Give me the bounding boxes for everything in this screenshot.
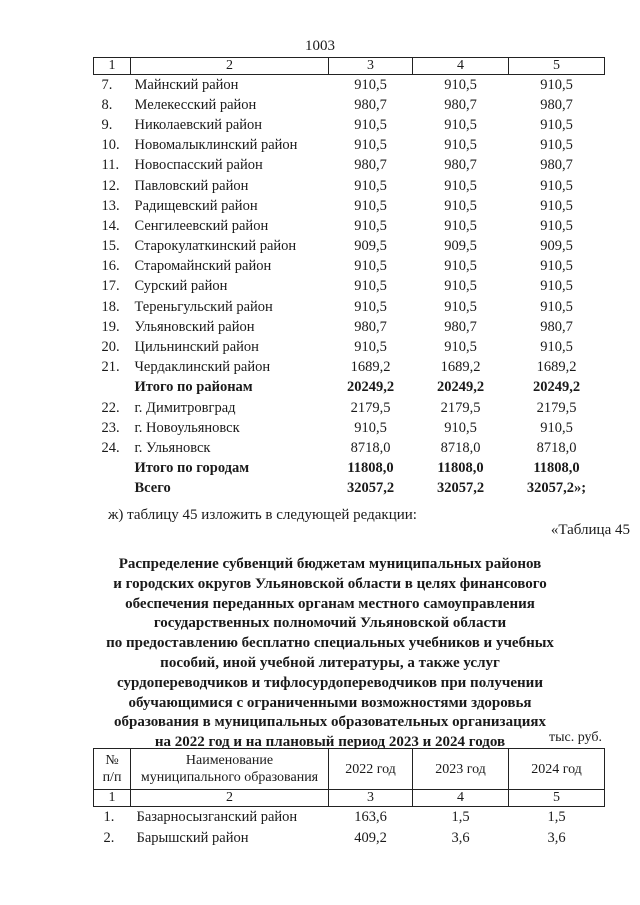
value-2022: 910,5 bbox=[354, 177, 387, 194]
table-row bbox=[94, 828, 605, 849]
value-2024: 910,5 bbox=[540, 116, 573, 133]
header-cell: 1 bbox=[94, 58, 131, 75]
header-2022: 2022 год bbox=[329, 749, 413, 790]
subvention-table-45 bbox=[93, 748, 605, 849]
municipality-name: Майнский район bbox=[134, 76, 239, 93]
municipality-name: Всего bbox=[134, 480, 171, 497]
value-2022: 980,7 bbox=[354, 96, 387, 113]
value-2022: 8718,0 bbox=[350, 439, 391, 456]
table-row bbox=[94, 297, 605, 317]
value-2024: 910,5 bbox=[540, 137, 573, 154]
row-number bbox=[94, 479, 131, 499]
municipality-name: Мелекесский район bbox=[134, 96, 257, 113]
value-2023: 8718,0 bbox=[440, 439, 481, 456]
column-index-row bbox=[94, 790, 605, 807]
table-row bbox=[94, 418, 605, 438]
value-2024: 3,6 bbox=[547, 830, 566, 846]
value-2023: 1689,2 bbox=[440, 359, 481, 376]
value-2023: 1,5 bbox=[451, 809, 470, 825]
index-cell: 2 bbox=[131, 790, 329, 807]
municipality-name: Сурский район bbox=[134, 278, 228, 295]
table-row bbox=[94, 176, 605, 196]
table-row bbox=[94, 317, 605, 337]
value-2022: 910,5 bbox=[354, 258, 387, 275]
municipality-name: Сенгилеевский район bbox=[134, 217, 269, 234]
row-number: 7. bbox=[101, 76, 113, 93]
municipality-name: Павловский район bbox=[134, 177, 249, 194]
table-row bbox=[94, 438, 605, 458]
index-cell: 5 bbox=[509, 790, 605, 807]
value-2023: 3,6 bbox=[451, 830, 470, 846]
value-2024: 909,5 bbox=[540, 238, 573, 255]
municipality-name: Старомайнский район bbox=[134, 258, 272, 275]
value-2024: 11808,0 bbox=[533, 460, 580, 477]
table-header-row bbox=[94, 58, 605, 75]
total-row bbox=[94, 459, 605, 479]
municipality-name: Итого по городам bbox=[134, 460, 250, 477]
value-2024: 910,5 bbox=[540, 76, 573, 93]
row-number: 9. bbox=[101, 116, 113, 133]
value-2022: 910,5 bbox=[354, 76, 387, 93]
value-2022: 2179,5 bbox=[350, 399, 391, 416]
value-2024: 1,5 bbox=[547, 809, 566, 825]
value-2023: 909,5 bbox=[444, 238, 477, 255]
table-row bbox=[94, 196, 605, 216]
value-2022: 910,5 bbox=[354, 278, 387, 295]
table-row bbox=[94, 257, 605, 277]
value-2022: 910,5 bbox=[354, 339, 387, 356]
amendment-directive: ж) таблицу 45 изложить в следующей редакции: bbox=[108, 507, 417, 523]
value-2024: 910,5 bbox=[540, 197, 573, 214]
municipality-name: Итого по районам bbox=[134, 379, 253, 396]
value-2023: 910,5 bbox=[444, 258, 477, 275]
value-2024: 20249,2 bbox=[532, 379, 581, 396]
table-row bbox=[94, 358, 605, 378]
row-number: 10. bbox=[101, 137, 120, 154]
value-2023: 910,5 bbox=[444, 177, 477, 194]
table-row bbox=[94, 277, 605, 297]
value-2023: 910,5 bbox=[444, 339, 477, 356]
municipality-name: Базарносызганский район bbox=[136, 809, 298, 825]
table-header-row bbox=[94, 749, 605, 790]
value-2024: 980,7 bbox=[540, 96, 573, 113]
municipality-name: Ульяновский район bbox=[134, 318, 255, 335]
value-2022: 910,5 bbox=[354, 419, 387, 436]
row-number: 17. bbox=[101, 278, 120, 295]
municipality-name: Новоспасский район bbox=[134, 157, 263, 174]
header-cell: 4 bbox=[413, 58, 509, 75]
table-row bbox=[94, 115, 605, 135]
value-2023: 910,5 bbox=[444, 278, 477, 295]
value-2023: 910,5 bbox=[444, 137, 477, 154]
title-line: сурдопереводчиков и тифлосурдопереводчиков при получении bbox=[117, 674, 543, 691]
municipality-name: Старокулаткинский район bbox=[134, 238, 297, 255]
units-label: тыс. руб. bbox=[549, 730, 602, 745]
row-number: 19. bbox=[101, 318, 120, 335]
row-number: 23. bbox=[101, 419, 120, 436]
municipality-name: Чердаклинский район bbox=[134, 359, 271, 376]
row-number: 1. bbox=[103, 809, 115, 825]
table-row bbox=[94, 398, 605, 418]
row-number: 14. bbox=[101, 217, 120, 234]
municipality-name: Барышский район bbox=[136, 830, 249, 846]
value-2024: 2179,5 bbox=[536, 399, 577, 416]
title-line: образования в муниципальных образовательных организациях bbox=[114, 714, 546, 731]
value-2024: 980,7 bbox=[540, 157, 573, 174]
header-2024: 2024 год bbox=[509, 749, 605, 790]
row-number: 22. bbox=[101, 399, 120, 416]
value-2022: 910,5 bbox=[354, 217, 387, 234]
table-row bbox=[94, 807, 605, 829]
value-2024: 980,7 bbox=[540, 318, 573, 335]
value-2024: 910,5 bbox=[540, 177, 573, 194]
value-2023: 20249,2 bbox=[436, 379, 485, 396]
row-number: 15. bbox=[101, 238, 120, 255]
value-2022: 980,7 bbox=[354, 318, 387, 335]
row-number: 21. bbox=[101, 359, 120, 376]
header-number: № п/п bbox=[94, 749, 131, 790]
value-2023: 2179,5 bbox=[440, 399, 481, 416]
page-number: 1003 bbox=[305, 38, 335, 54]
value-2023: 910,5 bbox=[444, 116, 477, 133]
value-2023: 910,5 bbox=[444, 217, 477, 234]
title-line: по предоставлению бесплатно специальных учебников и учебных bbox=[106, 635, 554, 652]
index-cell: 3 bbox=[329, 790, 413, 807]
municipality-name: Новомалыклинский район bbox=[134, 137, 298, 154]
value-2023: 910,5 bbox=[444, 419, 477, 436]
table-label: «Таблица 45 bbox=[550, 522, 630, 538]
municipality-name: Тереньгульский район bbox=[134, 298, 273, 315]
municipality-name: Цильнинский район bbox=[134, 339, 259, 356]
total-row bbox=[94, 378, 605, 398]
value-2023: 910,5 bbox=[444, 298, 477, 315]
title-line: пособий, иной учебной литературы, а также услуг bbox=[160, 654, 500, 671]
value-2022: 910,5 bbox=[354, 197, 387, 214]
value-2023: 910,5 bbox=[444, 197, 477, 214]
value-2024: 32057,2»; bbox=[526, 480, 587, 497]
total-row bbox=[94, 479, 605, 499]
title-line: государственных полномочий Ульяновской области bbox=[153, 615, 507, 632]
value-2023: 980,7 bbox=[444, 157, 477, 174]
value-2022: 11808,0 bbox=[347, 460, 394, 477]
row-number: 16. bbox=[101, 258, 120, 275]
value-2023: 980,7 bbox=[444, 96, 477, 113]
table-title bbox=[80, 555, 580, 753]
title-line: и городских округов Ульяновской области в целях финансового bbox=[113, 575, 547, 592]
header-cell: 2 bbox=[131, 58, 329, 75]
row-number bbox=[94, 459, 131, 479]
value-2023: 980,7 bbox=[444, 318, 477, 335]
value-2024: 910,5 bbox=[540, 298, 573, 315]
value-2022: 910,5 bbox=[354, 116, 387, 133]
value-2022: 1689,2 bbox=[350, 359, 391, 376]
value-2022: 409,2 bbox=[354, 830, 387, 846]
row-number: 11. bbox=[101, 157, 120, 174]
index-cell: 4 bbox=[413, 790, 509, 807]
row-number: 24. bbox=[101, 439, 120, 456]
municipality-name: г. Ульяновск bbox=[134, 439, 211, 456]
municipality-name: г. Новоульяновск bbox=[134, 419, 240, 436]
row-number: 13. bbox=[101, 197, 120, 214]
value-2023: 910,5 bbox=[444, 76, 477, 93]
table-row bbox=[94, 216, 605, 236]
value-2023: 32057,2 bbox=[436, 480, 485, 497]
table-row bbox=[94, 156, 605, 176]
title-line: обучающимися с ограниченными возможностями здоровья bbox=[128, 694, 532, 711]
value-2023: 11808,0 bbox=[437, 460, 484, 477]
header-2023: 2023 год bbox=[413, 749, 509, 790]
value-2024: 910,5 bbox=[540, 217, 573, 234]
municipality-name: Радищевский район bbox=[134, 197, 258, 214]
title-line: на 2022 год и на плановый период 2023 и 2024 годов bbox=[154, 734, 506, 751]
value-2022: 910,5 bbox=[354, 298, 387, 315]
value-2024: 910,5 bbox=[540, 278, 573, 295]
value-2022: 980,7 bbox=[354, 157, 387, 174]
title-line: обеспечения переданных органам местного самоуправления bbox=[125, 595, 535, 612]
row-number: 20. bbox=[101, 339, 120, 356]
value-2024: 910,5 bbox=[540, 419, 573, 436]
row-number: 18. bbox=[101, 298, 120, 315]
header-cell: 3 bbox=[329, 58, 413, 75]
table-row bbox=[94, 136, 605, 156]
municipality-name: г. Димитровград bbox=[134, 399, 236, 416]
value-2024: 910,5 bbox=[540, 339, 573, 356]
table-row bbox=[94, 337, 605, 357]
row-number: 12. bbox=[101, 177, 120, 194]
header-name: Наименование муниципального образования bbox=[131, 749, 329, 790]
value-2022: 909,5 bbox=[354, 238, 387, 255]
value-2022: 163,6 bbox=[354, 809, 387, 825]
value-2022: 910,5 bbox=[354, 137, 387, 154]
table-row bbox=[94, 95, 605, 115]
row-number: 8. bbox=[101, 96, 113, 113]
table-row bbox=[94, 237, 605, 257]
value-2022: 32057,2 bbox=[346, 480, 395, 497]
value-2024: 1689,2 bbox=[536, 359, 577, 376]
subvention-table-continued bbox=[93, 57, 605, 499]
row-number bbox=[94, 378, 131, 398]
title-line: Распределение субвенций бюджетам муниципальных районов bbox=[118, 556, 542, 572]
value-2024: 910,5 bbox=[540, 258, 573, 275]
value-2022: 20249,2 bbox=[346, 379, 395, 396]
header-cell: 5 bbox=[509, 58, 605, 75]
table-row bbox=[94, 75, 605, 96]
row-number: 2. bbox=[103, 830, 115, 846]
municipality-name: Николаевский район bbox=[134, 116, 263, 133]
index-cell: 1 bbox=[94, 790, 131, 807]
value-2024: 8718,0 bbox=[536, 439, 577, 456]
